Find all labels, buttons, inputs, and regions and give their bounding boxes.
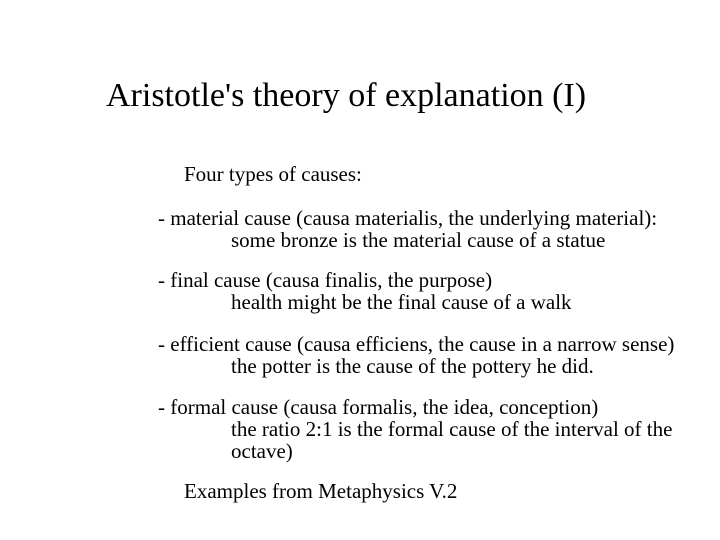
formal-cause-heading: - formal cause (causa formalis, the idea, conception) — [158, 395, 599, 419]
intro-text: Four types of causes: — [184, 162, 362, 186]
material-cause-heading: - material cause (causa materialis, the underlying material): — [158, 206, 658, 230]
final-cause-example: health might be the final cause of a walk — [231, 290, 572, 314]
slide-title: Aristotle's theory of explanation (I) — [106, 77, 587, 114]
formal-cause-example-line-1: the ratio 2:1 is the formal cause of the interval of the — [231, 417, 673, 441]
material-cause-example: some bronze is the material cause of a statue — [231, 228, 606, 252]
final-cause-heading: - final cause (causa finalis, the purpose) — [158, 268, 493, 292]
examples-source: Examples from Metaphysics V.2 — [184, 479, 458, 503]
efficient-cause-example: the potter is the cause of the pottery he did. — [231, 354, 594, 378]
formal-cause-example-line-2: octave) — [231, 439, 293, 463]
efficient-cause-heading: - efficient cause (causa efficiens, the cause in a narrow sense) — [158, 332, 675, 356]
